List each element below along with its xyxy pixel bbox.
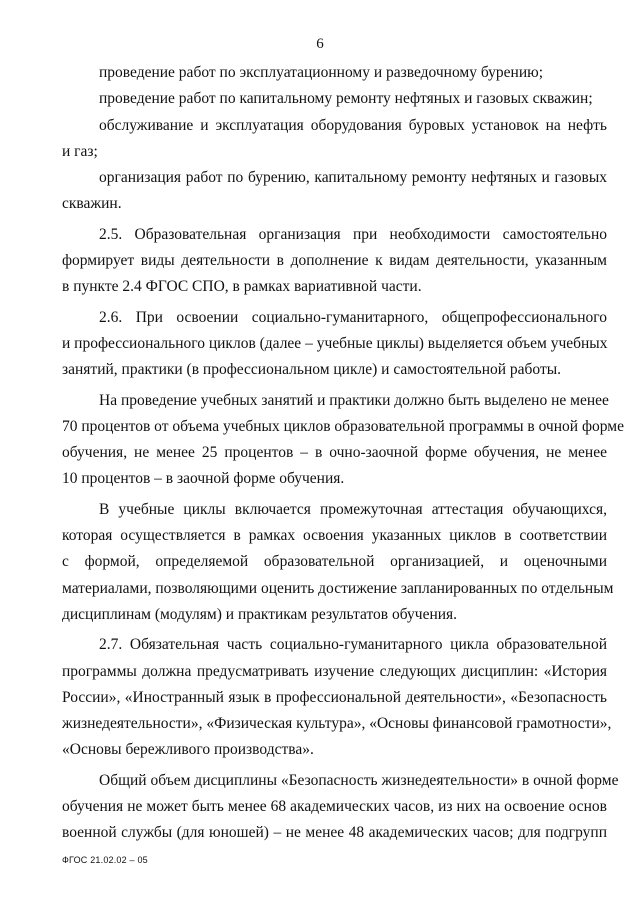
paragraph-2-7: 2.7. Обязательная часть социально-гуманитарного цикла образовательной: [99, 636, 607, 654]
paragraph-2-5-line: в пункте 2.4 ФГОС СПО, в рамках вариативной части.: [62, 278, 422, 296]
paragraph-2-7-line: программы должна предусматривать изучение следующих дисциплин: «История: [62, 662, 607, 680]
paragraph-2-5: 2.5. Образовательная организация при необходимости самостоятельно: [99, 225, 607, 243]
paragraph-life-safety: Общий объем дисциплины «Безопасность жизнедеятельности» в очной форме: [99, 771, 619, 789]
paragraph-attestation: В учебные циклы включается промежуточная аттестация обучающихся,: [99, 500, 607, 518]
paragraph-2-7-line: жизнедеятельности», «Физическая культура», «Основы финансовой грамотности»,: [62, 715, 612, 733]
list-item-equipment-maintenance-cont: и газ;: [62, 142, 98, 160]
paragraph-class-hours-line: обучения, не менее 25 процентов – в очно-заочной форме обучения, не менее: [62, 444, 607, 462]
list-item-drilling-organization: организация работ по бурению, капитальному ремонту нефтяных и газовых: [99, 169, 607, 187]
document-footer-code: ФГОС 21.02.02 – 05: [62, 855, 148, 865]
list-item-exploration-drilling: проведение работ по эксплуатационному и разведочному бурению;: [99, 64, 544, 81]
paragraph-attestation-line: которая осуществляется в рамках освоения указанных циклов в соответствии: [62, 527, 607, 545]
paragraph-attestation-line: дисциплинам (модулям) и практикам результатов обучения.: [62, 605, 458, 623]
paragraph-2-5-line: формирует виды деятельности в дополнение к видам деятельности, указанным: [62, 252, 607, 270]
page-number: 6: [316, 36, 324, 52]
paragraph-life-safety-line: обучения не может быть менее 68 академических часов, из них на освоение основ: [62, 798, 607, 816]
paragraph-2-6-line: и профессионального циклов (далее – учебные циклы) выделяется объем учебных: [62, 334, 608, 352]
paragraph-class-hours: На проведение учебных занятий и практики должно быть выделено не менее: [99, 391, 609, 409]
list-item-equipment-maintenance: обслуживание и эксплуатация оборудования буровых установок на нефть: [99, 116, 607, 134]
paragraph-life-safety-line: военной службы (для юношей) – не менее 48 академических часов; для подгрупп: [62, 824, 607, 842]
document-body: [62, 60, 624, 847]
list-item-well-repair: проведение работ по капитальному ремонту нефтяных и газовых скважин;: [99, 90, 593, 108]
paragraph-2-7-line: «Основы бережливого производства».: [62, 741, 314, 759]
paragraph-2-6-line: занятий, практики (в профессиональном цикле) и самостоятельной работы.: [62, 361, 562, 379]
paragraph-class-hours-line: 70 процентов от объема учебных циклов образовательной программы в очной форме: [62, 417, 624, 435]
list-item-drilling-organization-cont: скважин.: [62, 195, 122, 213]
paragraph-2-6: 2.6. При освоении социально-гуманитарного, общепрофессионального: [99, 308, 607, 326]
paragraph-attestation-line: материалами, позволяющими оценить достижение запланированных по отдельным: [62, 579, 614, 597]
paragraph-attestation-line: с формой, определяемой образовательной организацией, и оценочными: [62, 553, 607, 571]
paragraph-class-hours-line: 10 процентов – в заочной форме обучения.: [62, 470, 345, 488]
paragraph-2-7-line: России», «Иностранный язык в профессиональной деятельности», «Безопасность: [62, 688, 607, 706]
